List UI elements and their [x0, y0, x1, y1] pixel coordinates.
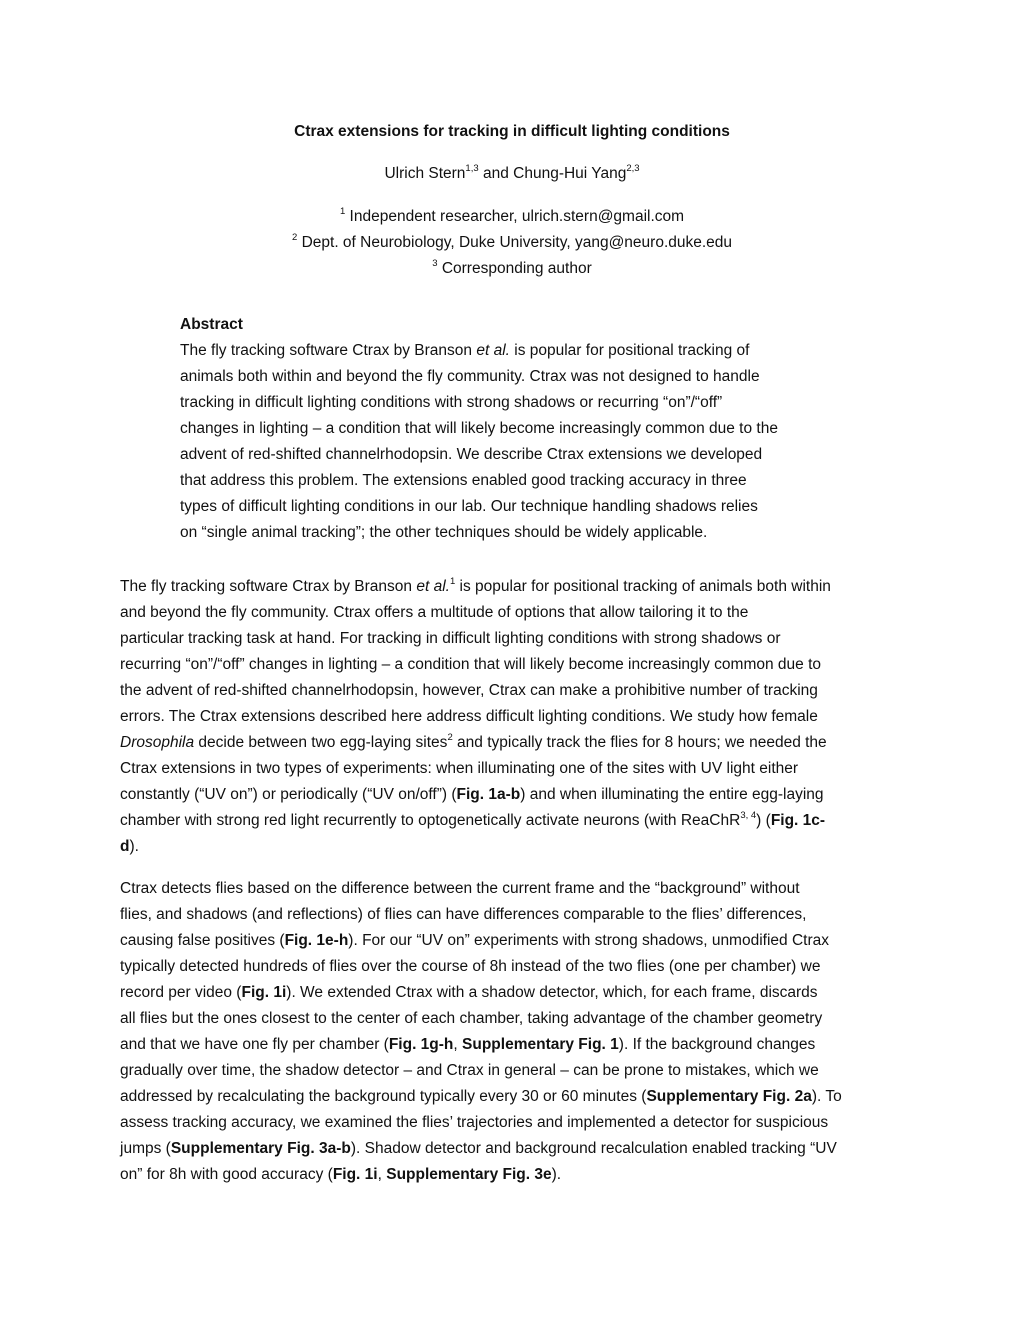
text-span: is popular for positional tracking of animals both within	[455, 578, 831, 595]
figure-reference: Supplementary Fig. 2a	[646, 1088, 812, 1105]
paragraph-line: Ctrax extensions in two types of experiments: when illuminating one of the sites with UV light either	[120, 760, 799, 777]
text-span: addressed by recalculating the background typically every 30 or 60 minutes (	[120, 1088, 647, 1105]
text-span: ) and when illuminating the entire egg-laying	[520, 786, 824, 803]
text-span: The fly tracking software Ctrax by Branson	[180, 342, 477, 359]
paragraph-line	[120, 1162, 920, 1188]
text-span: on” for 8h with good accuracy (	[120, 1166, 333, 1183]
text-span: chamber with strong red light recurrently to optogenetically activate neurons (with ReaChR	[120, 812, 741, 829]
paragraph-line: assess tracking accuracy, we examined the flies’ trajectories and implemented a detector for suspicious	[120, 1114, 829, 1131]
citation-superscript: 2	[447, 731, 453, 743]
paragraph-line: Ctrax detects flies based on the difference between the current frame and the “background” without	[120, 880, 800, 897]
figure-reference: d	[120, 838, 130, 855]
citation-superscript: 1	[449, 575, 456, 587]
paragraph-line	[120, 1136, 920, 1162]
text-span: ). If the background changes	[618, 1036, 816, 1053]
affiliation-text: Dept. of Neurobiology, Duke University, yang@neuro.duke.edu	[301, 234, 733, 251]
affiliation-number: 3	[432, 257, 438, 269]
paragraph-line: all flies but the ones closest to the center of each chamber, taking advantage of the chamber geometry	[120, 1010, 823, 1027]
figure-reference: Fig. 1c-	[770, 812, 826, 829]
figure-reference: Supplementary Fig. 1	[462, 1036, 619, 1053]
figure-reference: Fig. 1i	[332, 1166, 378, 1183]
abstract-line: types of difficult lighting conditions in our lab. Our technique handling shadows relies	[180, 498, 758, 515]
affiliation-text: Corresponding author	[441, 260, 592, 277]
citation-superscript: 3, 4	[740, 809, 757, 821]
text-span: ).	[551, 1166, 562, 1183]
text-span: ). For our “UV on” experiments with strong shadows, unmodified Ctrax	[348, 932, 829, 949]
abstract-line: advent of red-shifted channelrhodopsin. We describe Ctrax extensions we developed	[180, 446, 763, 463]
abstract-line	[180, 338, 860, 364]
figure-reference: Fig. 1i	[241, 984, 287, 1001]
body-paragraph-2	[120, 876, 920, 1188]
abstract-line: on “single animal tracking”; the other techniques should be widely applicable.	[180, 524, 708, 541]
paragraph-line: errors. The Ctrax extensions described here address difficult lighting conditions. We study how female	[120, 708, 818, 725]
paragraph-line: typically detected hundreds of flies over the course of 8h instead of the two flies (one per chamber) we	[120, 958, 821, 975]
abstract-line: that address this problem. The extensions enabled good tracking accuracy in three	[180, 472, 747, 489]
author-line	[0, 163, 1024, 185]
paragraph-line	[120, 834, 920, 860]
text-span: ) (	[756, 812, 771, 829]
text-span: causing false positives (	[120, 932, 285, 949]
figure-reference: Fig. 1a-b	[456, 786, 521, 803]
text-span: constantly (“UV on”) or periodically (“UV on/off”) (	[120, 786, 457, 803]
abstract-section	[180, 312, 860, 546]
paragraph-line: flies, and shadows (and reflections) of flies can have differences comparable to the flies’ differences,	[120, 906, 807, 923]
text-span: ). Shadow detector and background recalculation enabled tracking “UV	[350, 1140, 837, 1157]
paragraph-line: the advent of red-shifted channelrhodopsin, however, Ctrax can make a prohibitive number of tracking	[120, 682, 818, 699]
paragraph-line	[120, 782, 920, 808]
paragraph-line	[120, 730, 920, 756]
paragraph-line	[120, 980, 920, 1006]
text-span: ).	[129, 838, 139, 855]
text-span: and that we have one fly per chamber (	[120, 1036, 389, 1053]
text-span: record per video (	[120, 984, 242, 1001]
italic-text: et al.	[476, 342, 510, 359]
affiliation-2	[0, 230, 1024, 256]
text-span: is popular for positional tracking of	[509, 342, 750, 359]
figure-reference: Fig. 1g-h	[388, 1036, 454, 1053]
text-span: and typically track the flies for 8 hours; we needed the	[452, 734, 827, 751]
author-2: Chung-Hui Yang	[513, 165, 627, 182]
text-span: ,	[453, 1036, 463, 1053]
paragraph-line	[120, 1032, 920, 1058]
paragraph-line	[120, 928, 920, 954]
figure-reference: Supplementary Fig. 3a-b	[170, 1140, 351, 1157]
affiliation-number: 2	[291, 231, 298, 243]
text-span: ). To	[811, 1088, 842, 1105]
abstract-line: tracking in difficult lighting conditions with strong shadows or recurring “on”/“off”	[180, 394, 723, 411]
paragraph-line: gradually over time, the shadow detector – and Ctrax in general – can be prone to mistakes, which we	[120, 1062, 819, 1079]
abstract-heading: Abstract	[180, 316, 243, 333]
abstract-line: changes in lighting – a condition that will likely become increasingly common due to the	[180, 420, 778, 437]
paper-title: Ctrax extensions for tracking in difficult lighting conditions	[294, 123, 730, 140]
italic-text: Drosophila	[120, 734, 195, 751]
author-1: Ulrich Stern	[384, 165, 466, 182]
abstract-line: animals both within and beyond the fly community. Ctrax was not designed to handle	[180, 368, 760, 385]
affiliation-number: 1	[339, 205, 346, 217]
italic-text: et al.	[416, 578, 450, 595]
author-joiner: and	[482, 165, 509, 182]
author-2-superscript: 2,3	[626, 162, 640, 174]
text-span: The fly tracking software Ctrax by Branson	[120, 578, 417, 595]
paragraph-line: and beyond the fly community. Ctrax offers a multitude of options that allow tailoring it to the	[120, 604, 749, 621]
figure-reference: Supplementary Fig. 3e	[386, 1166, 552, 1183]
author-1-superscript: 1,3	[465, 162, 479, 174]
paragraph-line	[120, 574, 920, 600]
affiliations	[0, 204, 1024, 282]
affiliation-text: Independent researcher, ulrich.stern@gmail.com	[349, 208, 685, 225]
text-span: jumps (	[120, 1140, 171, 1157]
text-span: ,	[377, 1166, 387, 1183]
figure-reference: Fig. 1e-h	[284, 932, 349, 949]
paragraph-line: recurring “on”/“off” changes in lighting – a condition that will likely become increasingly common due to	[120, 656, 822, 673]
text-span: ). We extended Ctrax with a shadow detector, which, for each frame, discards	[286, 984, 818, 1001]
paragraph-line	[120, 1084, 920, 1110]
paragraph-line	[120, 808, 920, 834]
paragraph-line: particular tracking task at hand. For tracking in difficult lighting conditions with strong shadows or	[120, 630, 781, 647]
text-span: decide between two egg-laying sites	[194, 734, 448, 751]
affiliation-1	[0, 204, 1024, 230]
affiliation-3	[0, 256, 1024, 282]
body-paragraph-1	[120, 574, 920, 860]
